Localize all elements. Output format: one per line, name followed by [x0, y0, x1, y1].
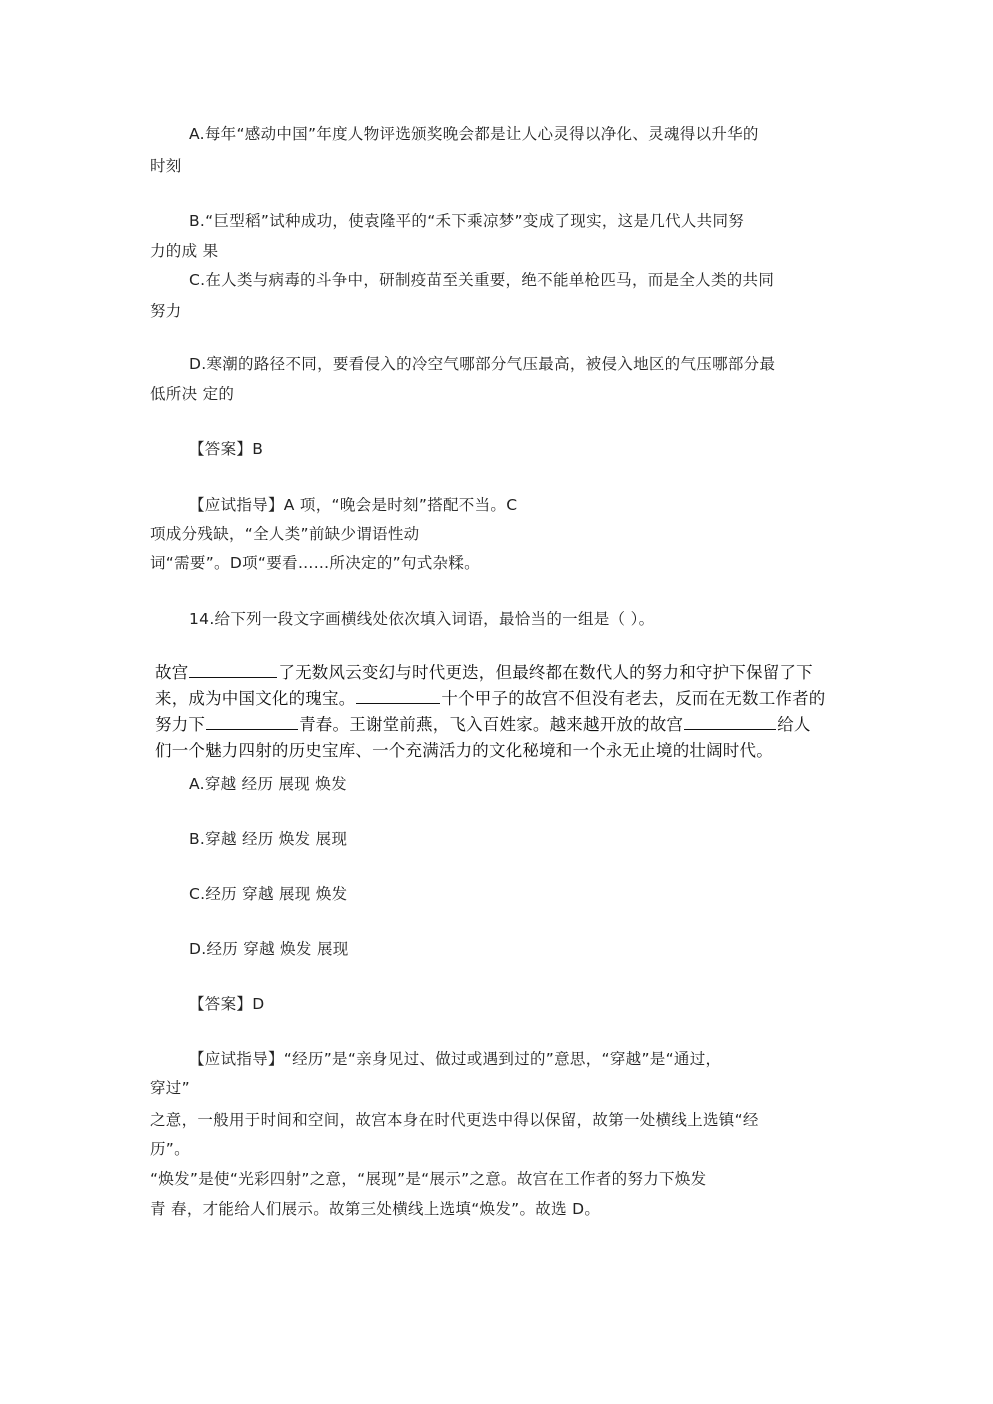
passage: [155, 660, 845, 764]
option-14-c: C.经历 穿越 展现 焕发: [189, 885, 348, 903]
guide-13-line-1: 【应试指导】A 项，“晚会是时刻”搭配不当。C: [189, 496, 518, 514]
option-d-line-2: 低所决 定的: [150, 385, 235, 403]
blank-3: [206, 713, 298, 730]
guide-14-line-6: 青 春，才能给人们展示。故第三处横线上选填“焕发”。故选 D。: [150, 1200, 601, 1218]
guide-14-line-2: 穿过”: [150, 1079, 190, 1097]
option-c-line-1: C.在人类与病毒的斗争中，研制疫苗至关重要，绝不能单枪匹马，而是全人类的共同: [189, 271, 775, 289]
option-a-line-2: 时刻: [150, 157, 182, 175]
option-14-b: B.穿越 经历 焕发 展现: [189, 830, 348, 848]
option-14-a: A.穿越 经历 展现 焕发: [189, 775, 347, 793]
passage-text: 来，成为中国文化的瑰宝。: [155, 689, 356, 708]
answer-14: 【答案】D: [189, 995, 265, 1013]
answer-13: 【答案】B: [189, 440, 264, 458]
blank-4: [684, 713, 776, 730]
passage-line-4: 们一个魅力四射的历史宝库、一个充满活力的文化秘境和一个永无止境的壮阔时代。: [155, 741, 773, 760]
question-14: 14.给下列一段文字画横线处依次填入词语，最恰当的一组是（ ）。: [189, 610, 655, 628]
guide-14-line-3: 之意，一般用于时间和空间，故宫本身在时代更迭中得以保留，故第一处横线上选镇“经: [150, 1111, 759, 1129]
guide-14-line-5: “焕发”是使“光彩四射”之意，“展现”是“展示”之意。故宫在工作者的努力下焕发: [150, 1170, 707, 1188]
passage-text: 了无数风云变幻与时代更迭，但最终都在数代人的努力和守护下保留了下: [278, 663, 813, 682]
option-c-line-2: 努力: [150, 302, 182, 320]
guide-14-line-4: 历”。: [150, 1140, 190, 1158]
option-b-line-2: 力的成 果: [150, 242, 219, 260]
passage-text: 十个甲子的故宫不但没有老去，反而在无数工作者的: [441, 689, 826, 708]
guide-14-line-1: 【应试指导】“经历”是“亲身见过、做过或遇到过的”意思，“穿越”是“通过，: [189, 1050, 722, 1068]
passage-line-1: [155, 660, 845, 686]
passage-text: 青春。王谢堂前燕，飞入百姓家。越来越开放的故宫: [299, 715, 684, 734]
guide-13-line-2: 项成分残缺，“全人类”前缺少谓语性动: [150, 525, 420, 543]
guide-13-line-3: 词“需要”。D项“要看……所决定的”句式杂糅。: [150, 554, 480, 572]
option-14-d: D.经历 穿越 焕发 展现: [189, 940, 349, 958]
option-a-line-1: A.每年“感动中国”年度人物评选颁奖晚会都是让人心灵得以净化、灵魂得以升华的: [189, 125, 759, 143]
passage-text: 故宫: [155, 663, 189, 682]
blank-1: [189, 661, 277, 678]
passage-text: 给人: [777, 715, 811, 734]
passage-line-2: [155, 686, 845, 712]
blank-2: [356, 687, 440, 704]
passage-line-3: [155, 712, 845, 738]
passage-text: 努力下: [155, 715, 206, 734]
option-d-line-1: D.寒潮的路径不同，要看侵入的冷空气哪部分气压最高，被侵入地区的气压哪部分最: [189, 355, 776, 373]
option-b-line-1: B.“巨型稻”试种成功，使袁隆平的“禾下乘凉梦”变成了现实，这是几代人共同努: [189, 212, 745, 230]
